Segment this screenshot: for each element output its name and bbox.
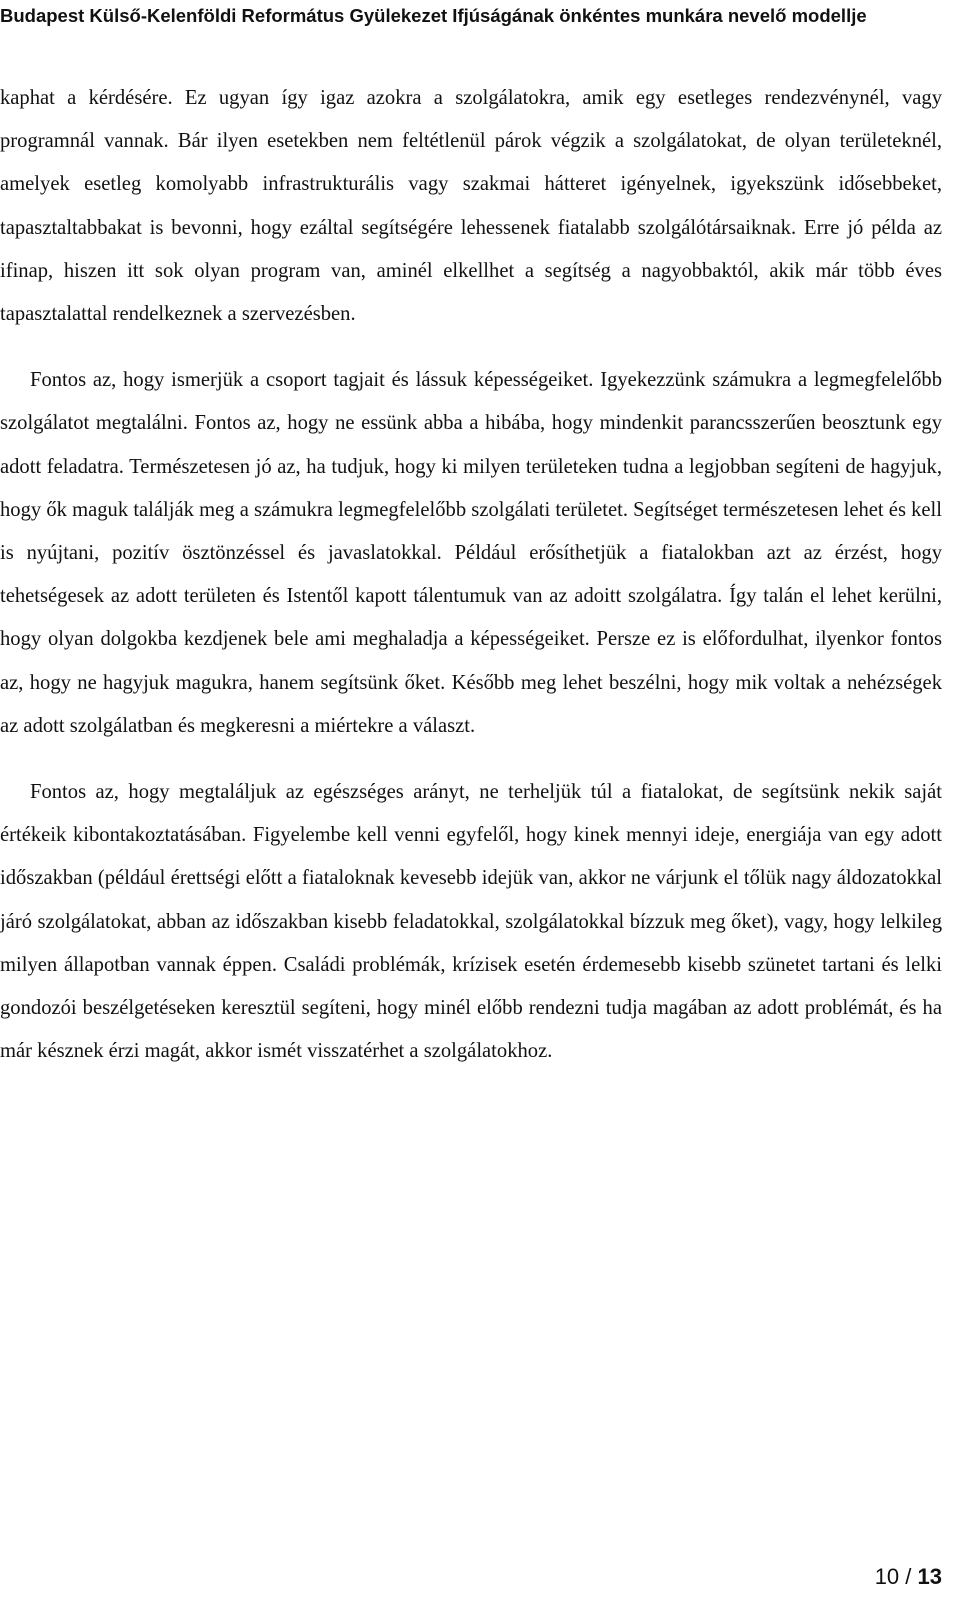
header-title: Budapest Külső-Kelenföldi Református Gyülekezet Ifjúságának önkéntes munkára nevelő modellje (0, 5, 867, 26)
document-header (0, 0, 960, 50)
page-total: 13 (917, 1564, 942, 1589)
paragraph: Fontos az, hogy ismerjük a csoport tagjait és lássuk képességeiket. Igyekezzünk számukra a legmegfelelőbb szolgálatot megtalálni. Fontos az, hogy ne essünk abba a hibába, hogy mindenkit parancsszerűen beosztunk egy adott feladatra. Természetesen jó az, ha tudjuk, hogy ki milyen területeken tudna a legjobban segíteni de hagyjuk, hogy ők maguk találják meg a számukra legmegfelelőbb szolgálati területet. Segítséget természetesen lehet és kell is nyújtani, pozitív ösztönzéssel és javaslatokkal. Például erősíthetjük a fiatalokban azt az érzést, hogy tehetségesek az adott területen és Istentől kapott tálentumuk van az adoitt szolgálatra. Így talán el lehet kerülni, hogy olyan dolgokba kezdjenek bele ami meghaladja a képességeiket. Persze ez is előfordulhat, ilyenkor fontos az, hogy ne hagyjuk magukra, hanem segítsünk őket. Később meg lehet beszélni, hogy mik voltak a nehézségek az adott szolgálatban és megkeresni a miértekre a választ. (0, 369, 942, 737)
page-separator: / (899, 1564, 918, 1589)
paragraph: Fontos az, hogy megtaláljuk az egészséges arányt, ne terheljük túl a fiatalokat, de segítsünk nekik saját értékeik kibontakoztatásában. Figyelembe kell venni egyfelől, hogy kinek mennyi ideje, energiája van egy adott időszakban (például érettségi előtt a fiataloknak kevesebb idejük van, akkor ne várjunk el tőlük nagy áldozatokkal járó szolgálatokat, abban az időszakban kisebb feladatokkal, szolgálatokkal bízzuk meg őket), vagy, hogy lelkileg milyen állapotban vannak éppen. Családi problémák, krízisek esetén érdemesebb kisebb szünetet tartani és lelki gondozói beszélgetéseken keresztül segíteni, hogy minél előbb rendezni tudja magában az adott problémát, és ha már késznek érzi magát, akkor ismét visszatérhet a szolgálatokhoz. (0, 781, 942, 1063)
page-number (875, 1562, 942, 1592)
paragraph: kaphat a kérdésére. Ez ugyan így igaz azokra a szolgálatokra, amik egy esetleges rendezvénynél, vagy programnál vannak. Bár ilyen esetekben nem feltétlenül párok végzik a szolgálatokat, de olyan területeknél, amelyek esetleg komolyabb infrastrukturális vagy szakmai hátteret igényelnek, igyekszünk idősebbeket, tapasztaltabbakat is bevonni, hogy ezáltal segítségére lehessenek fiatalabb szolgálótársaiknak. Erre jó példa az ifinap, hiszen itt sok olyan program van, aminél elkellhet a segítség a nagyobbaktól, akik már több éves tapasztalattal rendelkeznek a szervezésben. (0, 87, 942, 326)
document-body (0, 77, 942, 1073)
page-current: 10 (874, 1564, 900, 1589)
